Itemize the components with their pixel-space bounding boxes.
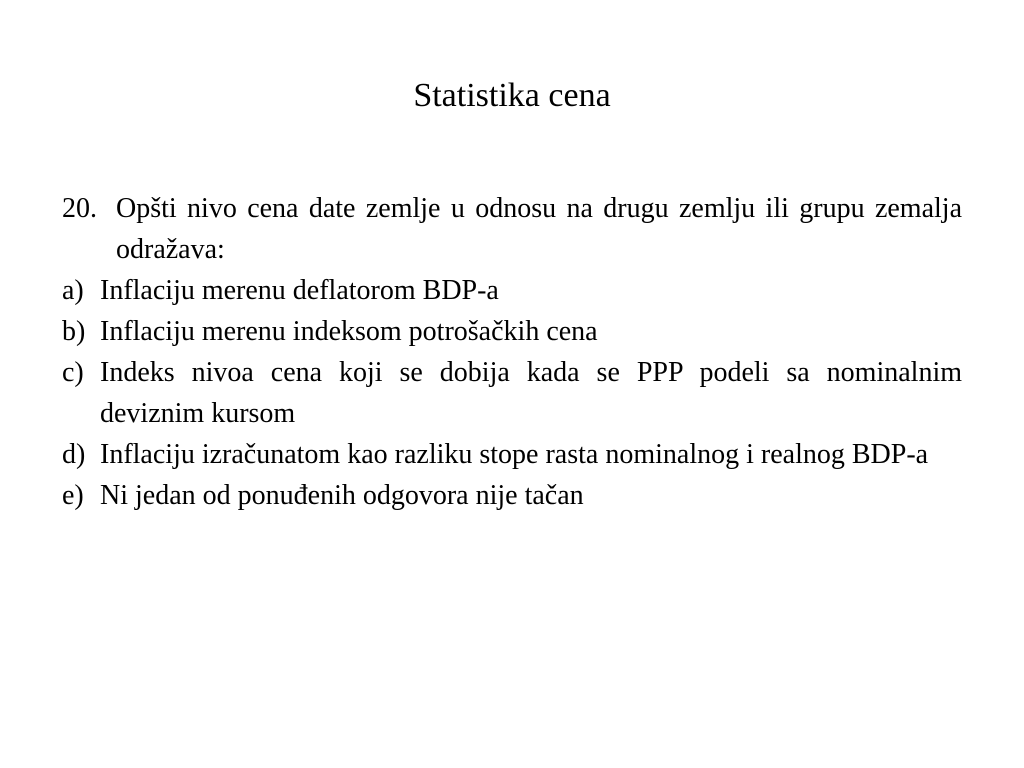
- answer-option-e: [62, 475, 962, 516]
- answer-text: Inflaciju merenu indeksom potrošačkih cena: [100, 316, 598, 347]
- answer-marker: e): [62, 480, 84, 511]
- question-block: [62, 188, 962, 516]
- answer-option-d: [62, 434, 962, 475]
- answer-option-c: [62, 352, 962, 434]
- answer-option-a: [62, 270, 962, 311]
- answer-text: Inflaciju izračunatom kao razliku stope rasta nominalnog i realnog BDP-a: [100, 439, 929, 470]
- answer-marker: b): [62, 316, 86, 347]
- answer-text: Inflaciju merenu deflatorom BDP-a: [100, 275, 499, 306]
- answer-marker: c): [62, 357, 84, 388]
- answer-option-b: [62, 311, 962, 352]
- answer-marker: d): [62, 439, 86, 470]
- question-row: [62, 188, 962, 270]
- answer-marker: a): [62, 275, 84, 306]
- slide-title: Statistika cena: [413, 77, 611, 114]
- answer-text: Ni jedan od ponuđenih odgovora nije tačan: [100, 480, 584, 511]
- answer-text: Indeks nivoa cena koji se dobija kada se PPP podeli sa nominalnim deviznim kursom: [100, 357, 962, 429]
- question-number: 20.: [62, 193, 97, 224]
- question-text: Opšti nivo cena date zemlje u odnosu na drugu zemlju ili grupu zemalja odražava:: [116, 193, 962, 265]
